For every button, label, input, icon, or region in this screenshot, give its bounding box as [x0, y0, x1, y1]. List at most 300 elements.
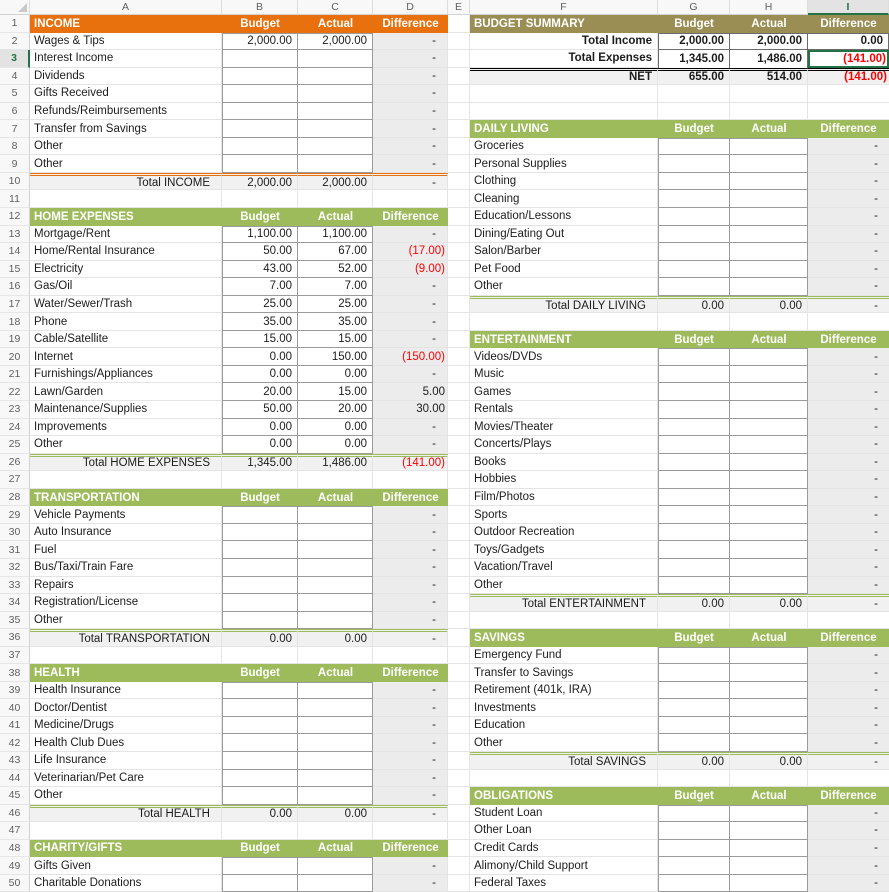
cell-E34[interactable] — [448, 594, 470, 612]
actual-cell-r25[interactable]: 0.00 — [298, 436, 373, 454]
total-actual-daily-living[interactable]: 0.00 — [730, 296, 808, 314]
budget-cell-r24[interactable] — [658, 419, 730, 437]
difference-cell-r50[interactable]: - — [373, 875, 448, 892]
actual-cell-r28[interactable] — [730, 489, 808, 507]
difference-cell-r33[interactable]: - — [373, 577, 448, 595]
cell-G6[interactable] — [658, 103, 730, 121]
item-label-videos-dvds-r20[interactable]: Videos/DVDs — [470, 348, 658, 366]
item-label-groceries-r8[interactable]: Groceries — [470, 138, 658, 156]
row-header-15[interactable]: 15 — [0, 261, 30, 279]
actual-cell-r21[interactable]: 0.00 — [298, 366, 373, 384]
item-label-wages-tips-r2[interactable]: Wages & Tips — [30, 33, 222, 51]
difference-cell-r43[interactable]: - — [373, 752, 448, 770]
difference-cell-r47[interactable]: - — [808, 822, 889, 840]
budget-cell-r20[interactable]: 0.00 — [222, 348, 298, 366]
budget-cell-r23[interactable] — [658, 401, 730, 419]
actual-column-header-charity-gifts[interactable]: Actual — [298, 840, 373, 858]
cell-E24[interactable] — [448, 419, 470, 437]
actual-cell-r49[interactable] — [298, 857, 373, 875]
summary-actual-total-income[interactable]: 2,000.00 — [730, 33, 808, 51]
row-header-3[interactable]: 3 — [0, 50, 30, 68]
budget-cell-r15[interactable]: 43.00 — [222, 261, 298, 279]
budget-cell-r9[interactable] — [658, 155, 730, 173]
net-actual[interactable]: 514.00 — [730, 68, 808, 86]
summary-budget-total-income[interactable]: 2,000.00 — [658, 33, 730, 51]
budget-cell-r42[interactable] — [222, 734, 298, 752]
difference-cell-r7[interactable]: - — [373, 120, 448, 138]
cell-E32[interactable] — [448, 559, 470, 577]
budget-cell-r34[interactable] — [222, 594, 298, 612]
section-header-charity-gifts[interactable]: CHARITY/GIFTS — [30, 840, 222, 858]
cell-E8[interactable] — [448, 138, 470, 156]
actual-cell-r41[interactable] — [730, 717, 808, 735]
column-header-I[interactable]: I — [808, 0, 889, 15]
budget-cell-r5[interactable] — [222, 85, 298, 103]
item-label-games-r22[interactable]: Games — [470, 383, 658, 401]
total-label-home-expenses[interactable]: Total HOME EXPENSES — [30, 454, 222, 472]
cell-C37[interactable] — [298, 647, 373, 665]
actual-cell-r43[interactable] — [298, 752, 373, 770]
cell-F44[interactable] — [470, 770, 658, 788]
cell-E19[interactable] — [448, 331, 470, 349]
budget-cell-r40[interactable] — [222, 699, 298, 717]
difference-cell-r38[interactable]: - — [808, 664, 889, 682]
cell-D11[interactable] — [373, 190, 448, 208]
cell-E11[interactable] — [448, 190, 470, 208]
cell-I35[interactable] — [808, 612, 889, 630]
actual-cell-r12[interactable] — [730, 208, 808, 226]
total-actual-health[interactable]: 0.00 — [298, 805, 373, 823]
actual-cell-r20[interactable] — [730, 348, 808, 366]
total-label-health[interactable]: Total HEALTH — [30, 805, 222, 823]
cell-E13[interactable] — [448, 226, 470, 244]
budget-cell-r27[interactable] — [658, 471, 730, 489]
cell-E39[interactable] — [448, 682, 470, 700]
difference-cell-r20[interactable]: - — [808, 348, 889, 366]
budget-cell-r41[interactable] — [658, 717, 730, 735]
actual-cell-r46[interactable] — [730, 805, 808, 823]
cell-H18[interactable] — [730, 313, 808, 331]
item-label-salon-barber-r14[interactable]: Salon/Barber — [470, 243, 658, 261]
budget-cell-r19[interactable]: 15.00 — [222, 331, 298, 349]
difference-cell-r30[interactable]: - — [373, 524, 448, 542]
item-label-dining-eating-out-r13[interactable]: Dining/Eating Out — [470, 226, 658, 244]
row-header-27[interactable]: 27 — [0, 471, 30, 489]
difference-cell-r14[interactable]: (17.00) — [373, 243, 448, 261]
row-header-46[interactable]: 46 — [0, 805, 30, 823]
difference-cell-r48[interactable]: - — [808, 840, 889, 858]
item-label-federal-taxes-r50[interactable]: Federal Taxes — [470, 875, 658, 892]
difference-cell-r8[interactable]: - — [808, 138, 889, 156]
item-label-lawn-garden-r22[interactable]: Lawn/Garden — [30, 383, 222, 401]
budget-cell-r31[interactable] — [658, 541, 730, 559]
cell-E49[interactable] — [448, 857, 470, 875]
difference-cell-r34[interactable]: - — [373, 594, 448, 612]
cell-A47[interactable] — [30, 822, 222, 840]
cell-E17[interactable] — [448, 296, 470, 314]
budget-cell-r4[interactable] — [222, 68, 298, 86]
difference-cell-r27[interactable]: - — [808, 471, 889, 489]
item-label-hobbies-r27[interactable]: Hobbies — [470, 471, 658, 489]
row-header-10[interactable]: 10 — [0, 173, 30, 191]
row-header-32[interactable]: 32 — [0, 559, 30, 577]
cell-E18[interactable] — [448, 313, 470, 331]
row-header-19[interactable]: 19 — [0, 331, 30, 349]
actual-cell-r7[interactable] — [298, 120, 373, 138]
row-header-22[interactable]: 22 — [0, 383, 30, 401]
item-label-auto-insurance-r30[interactable]: Auto Insurance — [30, 524, 222, 542]
cell-E2[interactable] — [448, 33, 470, 51]
budget-cell-r49[interactable] — [222, 857, 298, 875]
difference-cell-r31[interactable]: - — [808, 541, 889, 559]
actual-cell-r37[interactable] — [730, 647, 808, 665]
budget-cell-r13[interactable] — [658, 226, 730, 244]
item-label-transfer-to-savings-r38[interactable]: Transfer to Savings — [470, 664, 658, 682]
total-difference-entertainment[interactable]: - — [808, 594, 889, 612]
item-label-repairs-r33[interactable]: Repairs — [30, 577, 222, 595]
row-header-2[interactable]: 2 — [0, 33, 30, 51]
section-header-health[interactable]: HEALTH — [30, 664, 222, 682]
cell-E27[interactable] — [448, 471, 470, 489]
cell-E15[interactable] — [448, 261, 470, 279]
column-header-G[interactable]: G — [658, 0, 730, 15]
difference-cell-r21[interactable]: - — [373, 366, 448, 384]
actual-cell-r9[interactable] — [730, 155, 808, 173]
difference-cell-r6[interactable]: - — [373, 103, 448, 121]
difference-cell-r26[interactable]: - — [808, 454, 889, 472]
actual-cell-r39[interactable] — [730, 682, 808, 700]
actual-cell-r18[interactable]: 35.00 — [298, 313, 373, 331]
difference-cell-r46[interactable]: - — [808, 805, 889, 823]
budget-cell-r16[interactable] — [658, 278, 730, 296]
actual-cell-r11[interactable] — [730, 190, 808, 208]
difference-cell-r8[interactable]: - — [373, 138, 448, 156]
row-header-36[interactable]: 36 — [0, 629, 30, 647]
row-header-35[interactable]: 35 — [0, 612, 30, 630]
cell-E43[interactable] — [448, 752, 470, 770]
item-label-investments-r40[interactable]: Investments — [470, 699, 658, 717]
item-label-maintenance-supplies-r23[interactable]: Maintenance/Supplies — [30, 401, 222, 419]
budget-cell-r9[interactable] — [222, 155, 298, 173]
item-label-toys-gadgets-r31[interactable]: Toys/Gadgets — [470, 541, 658, 559]
difference-cell-r24[interactable]: - — [808, 419, 889, 437]
total-actual-home-expenses[interactable]: 1,486.00 — [298, 454, 373, 472]
cell-E20[interactable] — [448, 348, 470, 366]
budget-cell-r11[interactable] — [658, 190, 730, 208]
difference-cell-r9[interactable]: - — [808, 155, 889, 173]
total-difference-health[interactable]: - — [373, 805, 448, 823]
column-header-H[interactable]: H — [730, 0, 808, 15]
budget-cell-r26[interactable] — [658, 454, 730, 472]
cell-E30[interactable] — [448, 524, 470, 542]
actual-column-header-entertainment[interactable]: Actual — [730, 331, 808, 349]
total-label-daily-living[interactable]: Total DAILY LIVING — [470, 296, 658, 314]
budget-cell-r3[interactable] — [222, 50, 298, 68]
summary-actual-total-expenses[interactable]: 1,486.00 — [730, 50, 808, 68]
cell-E25[interactable] — [448, 436, 470, 454]
difference-cell-r9[interactable]: - — [373, 155, 448, 173]
item-label-health-club-dues-r42[interactable]: Health Club Dues — [30, 734, 222, 752]
row-header-50[interactable]: 50 — [0, 875, 30, 892]
item-label-retirement-401k-ira-r39[interactable]: Retirement (401k, IRA) — [470, 682, 658, 700]
cell-C11[interactable] — [298, 190, 373, 208]
difference-cell-r29[interactable]: - — [808, 506, 889, 524]
item-label-emergency-fund-r37[interactable]: Emergency Fund — [470, 647, 658, 665]
item-label-pet-food-r15[interactable]: Pet Food — [470, 261, 658, 279]
difference-cell-r12[interactable]: - — [808, 208, 889, 226]
cell-C27[interactable] — [298, 471, 373, 489]
cell-D27[interactable] — [373, 471, 448, 489]
item-label-water-sewer-trash-r17[interactable]: Water/Sewer/Trash — [30, 296, 222, 314]
cell-E22[interactable] — [448, 383, 470, 401]
budget-cell-r32[interactable] — [658, 559, 730, 577]
section-header-obligations[interactable]: OBLIGATIONS — [470, 787, 658, 805]
section-header-savings[interactable]: SAVINGS — [470, 629, 658, 647]
actual-cell-r19[interactable]: 15.00 — [298, 331, 373, 349]
item-label-cleaning-r11[interactable]: Cleaning — [470, 190, 658, 208]
budget-cell-r24[interactable]: 0.00 — [222, 419, 298, 437]
item-label-phone-r18[interactable]: Phone — [30, 313, 222, 331]
difference-cell-r31[interactable]: - — [373, 541, 448, 559]
summary-difference-total-income[interactable]: 0.00 — [808, 33, 889, 51]
actual-cell-r31[interactable] — [298, 541, 373, 559]
difference-cell-r42[interactable]: - — [373, 734, 448, 752]
cell-B11[interactable] — [222, 190, 298, 208]
row-header-16[interactable]: 16 — [0, 278, 30, 296]
actual-column-header-transportation[interactable]: Actual — [298, 489, 373, 507]
row-header-39[interactable]: 39 — [0, 682, 30, 700]
difference-cell-r32[interactable]: - — [808, 559, 889, 577]
difference-cell-r13[interactable]: - — [808, 226, 889, 244]
total-budget-income[interactable]: 2,000.00 — [222, 173, 298, 191]
cell-E42[interactable] — [448, 734, 470, 752]
budget-column-header-income[interactable]: Budget — [222, 15, 298, 33]
difference-cell-r29[interactable]: - — [373, 506, 448, 524]
actual-cell-r30[interactable] — [298, 524, 373, 542]
total-budget-savings[interactable]: 0.00 — [658, 752, 730, 770]
difference-column-header-health[interactable]: Difference — [373, 664, 448, 682]
item-label-doctor-dentist-r40[interactable]: Doctor/Dentist — [30, 699, 222, 717]
item-label-film-photos-r28[interactable]: Film/Photos — [470, 489, 658, 507]
actual-cell-r38[interactable] — [730, 664, 808, 682]
budget-cell-r12[interactable] — [658, 208, 730, 226]
item-label-electricity-r15[interactable]: Electricity — [30, 261, 222, 279]
cell-C47[interactable] — [298, 822, 373, 840]
cell-E50[interactable] — [448, 875, 470, 892]
row-header-38[interactable]: 38 — [0, 664, 30, 682]
cell-E16[interactable] — [448, 278, 470, 296]
difference-cell-r5[interactable]: - — [373, 85, 448, 103]
actual-cell-r8[interactable] — [730, 138, 808, 156]
cell-E31[interactable] — [448, 541, 470, 559]
actual-column-header-income[interactable]: Actual — [298, 15, 373, 33]
net-budget[interactable]: 655.00 — [658, 68, 730, 86]
total-budget-health[interactable]: 0.00 — [222, 805, 298, 823]
difference-cell-r13[interactable]: - — [373, 226, 448, 244]
row-header-34[interactable]: 34 — [0, 594, 30, 612]
budget-column-header-budget-summary[interactable]: Budget — [658, 15, 730, 33]
budget-column-header-savings[interactable]: Budget — [658, 629, 730, 647]
budget-cell-r38[interactable] — [658, 664, 730, 682]
total-difference-daily-living[interactable]: - — [808, 296, 889, 314]
difference-cell-r16[interactable]: - — [808, 278, 889, 296]
row-header-40[interactable]: 40 — [0, 699, 30, 717]
cell-E28[interactable] — [448, 489, 470, 507]
summary-label-total-income[interactable]: Total Income — [470, 33, 658, 51]
budget-cell-r15[interactable] — [658, 261, 730, 279]
budget-cell-r29[interactable] — [222, 506, 298, 524]
actual-cell-r41[interactable] — [298, 717, 373, 735]
cell-I6[interactable] — [808, 103, 889, 121]
cell-A11[interactable] — [30, 190, 222, 208]
row-header-14[interactable]: 14 — [0, 243, 30, 261]
difference-column-header-daily-living[interactable]: Difference — [808, 120, 889, 138]
difference-column-header-entertainment[interactable]: Difference — [808, 331, 889, 349]
item-label-charitable-donations-r50[interactable]: Charitable Donations — [30, 875, 222, 892]
budget-cell-r18[interactable]: 35.00 — [222, 313, 298, 331]
row-header-26[interactable]: 26 — [0, 454, 30, 472]
item-label-home-rental-insurance-r14[interactable]: Home/Rental Insurance — [30, 243, 222, 261]
column-header-C[interactable]: C — [298, 0, 373, 15]
row-header-44[interactable]: 44 — [0, 770, 30, 788]
actual-cell-r23[interactable]: 20.00 — [298, 401, 373, 419]
row-header-30[interactable]: 30 — [0, 524, 30, 542]
budget-cell-r7[interactable] — [222, 120, 298, 138]
budget-cell-r21[interactable]: 0.00 — [222, 366, 298, 384]
item-label-other-r25[interactable]: Other — [30, 436, 222, 454]
cell-H35[interactable] — [730, 612, 808, 630]
actual-cell-r30[interactable] — [730, 524, 808, 542]
budget-cell-r25[interactable] — [658, 436, 730, 454]
row-header-37[interactable]: 37 — [0, 647, 30, 665]
row-header-1[interactable]: 1 — [0, 15, 30, 33]
actual-cell-r45[interactable] — [298, 787, 373, 805]
actual-cell-r16[interactable]: 7.00 — [298, 278, 373, 296]
budget-cell-r25[interactable]: 0.00 — [222, 436, 298, 454]
cell-E10[interactable] — [448, 173, 470, 191]
cell-E23[interactable] — [448, 401, 470, 419]
actual-cell-r4[interactable] — [298, 68, 373, 86]
total-label-transportation[interactable]: Total TRANSPORTATION — [30, 629, 222, 647]
difference-column-header-budget-summary[interactable]: Difference — [808, 15, 889, 33]
actual-cell-r50[interactable] — [730, 875, 808, 892]
total-difference-home-expenses[interactable]: (141.00) — [373, 454, 448, 472]
actual-cell-r9[interactable] — [298, 155, 373, 173]
item-label-medicine-drugs-r41[interactable]: Medicine/Drugs — [30, 717, 222, 735]
actual-cell-r39[interactable] — [298, 682, 373, 700]
item-label-mortgage-rent-r13[interactable]: Mortgage/Rent — [30, 226, 222, 244]
item-label-other-r33[interactable]: Other — [470, 577, 658, 595]
actual-cell-r22[interactable]: 15.00 — [298, 383, 373, 401]
difference-cell-r50[interactable]: - — [808, 875, 889, 892]
total-actual-transportation[interactable]: 0.00 — [298, 629, 373, 647]
row-header-5[interactable]: 5 — [0, 85, 30, 103]
budget-cell-r39[interactable] — [222, 682, 298, 700]
row-header-33[interactable]: 33 — [0, 577, 30, 595]
difference-cell-r16[interactable]: - — [373, 278, 448, 296]
item-label-music-r21[interactable]: Music — [470, 366, 658, 384]
actual-cell-r25[interactable] — [730, 436, 808, 454]
difference-cell-r18[interactable]: - — [373, 313, 448, 331]
budget-cell-r32[interactable] — [222, 559, 298, 577]
row-header-21[interactable]: 21 — [0, 366, 30, 384]
row-header-49[interactable]: 49 — [0, 857, 30, 875]
cell-E26[interactable] — [448, 454, 470, 472]
item-label-education-lessons-r12[interactable]: Education/Lessons — [470, 208, 658, 226]
actual-cell-r26[interactable] — [730, 454, 808, 472]
difference-cell-r19[interactable]: - — [373, 331, 448, 349]
budget-cell-r41[interactable] — [222, 717, 298, 735]
difference-cell-r42[interactable]: - — [808, 734, 889, 752]
actual-cell-r42[interactable] — [730, 734, 808, 752]
item-label-life-insurance-r43[interactable]: Life Insurance — [30, 752, 222, 770]
actual-cell-r48[interactable] — [730, 840, 808, 858]
actual-cell-r24[interactable]: 0.00 — [298, 419, 373, 437]
cell-F5[interactable] — [470, 85, 658, 103]
row-header-9[interactable]: 9 — [0, 155, 30, 173]
actual-cell-r34[interactable] — [298, 594, 373, 612]
budget-cell-r50[interactable] — [222, 875, 298, 892]
cell-D47[interactable] — [373, 822, 448, 840]
item-label-refunds-reimbursements-r6[interactable]: Refunds/Reimbursements — [30, 103, 222, 121]
cell-E45[interactable] — [448, 787, 470, 805]
item-label-other-r16[interactable]: Other — [470, 278, 658, 296]
difference-cell-r15[interactable]: - — [808, 261, 889, 279]
cell-I18[interactable] — [808, 313, 889, 331]
actual-cell-r32[interactable] — [298, 559, 373, 577]
item-label-gifts-received-r5[interactable]: Gifts Received — [30, 85, 222, 103]
difference-cell-r22[interactable]: 5.00 — [373, 383, 448, 401]
difference-column-header-home-expenses[interactable]: Difference — [373, 208, 448, 226]
budget-cell-r31[interactable] — [222, 541, 298, 559]
cell-E1[interactable] — [448, 15, 470, 33]
cell-E9[interactable] — [448, 155, 470, 173]
section-header-income[interactable]: INCOME — [30, 15, 222, 33]
cell-E37[interactable] — [448, 647, 470, 665]
budget-column-header-home-expenses[interactable]: Budget — [222, 208, 298, 226]
row-header-20[interactable]: 20 — [0, 348, 30, 366]
difference-cell-r14[interactable]: - — [808, 243, 889, 261]
actual-cell-r2[interactable]: 2,000.00 — [298, 33, 373, 51]
cell-B37[interactable] — [222, 647, 298, 665]
cell-E44[interactable] — [448, 770, 470, 788]
item-label-transfer-from-savings-r7[interactable]: Transfer from Savings — [30, 120, 222, 138]
budget-cell-r47[interactable] — [658, 822, 730, 840]
cell-E47[interactable] — [448, 822, 470, 840]
actual-cell-r29[interactable] — [298, 506, 373, 524]
item-label-outdoor-recreation-r30[interactable]: Outdoor Recreation — [470, 524, 658, 542]
difference-cell-r23[interactable]: - — [808, 401, 889, 419]
budget-cell-r17[interactable]: 25.00 — [222, 296, 298, 314]
section-header-daily-living[interactable]: DAILY LIVING — [470, 120, 658, 138]
row-header-17[interactable]: 17 — [0, 296, 30, 314]
summary-label-total-expenses[interactable]: Total Expenses — [470, 50, 658, 68]
item-label-clothing-r10[interactable]: Clothing — [470, 173, 658, 191]
actual-cell-r24[interactable] — [730, 419, 808, 437]
actual-cell-r33[interactable] — [298, 577, 373, 595]
summary-budget-total-expenses[interactable]: 1,345.00 — [658, 50, 730, 68]
budget-column-header-daily-living[interactable]: Budget — [658, 120, 730, 138]
difference-cell-r45[interactable]: - — [373, 787, 448, 805]
item-label-dividends-r4[interactable]: Dividends — [30, 68, 222, 86]
item-label-gifts-given-r49[interactable]: Gifts Given — [30, 857, 222, 875]
actual-cell-r13[interactable] — [730, 226, 808, 244]
budget-cell-r8[interactable] — [222, 138, 298, 156]
item-label-furnishings-appliances-r21[interactable]: Furnishings/Appliances — [30, 366, 222, 384]
budget-cell-r8[interactable] — [658, 138, 730, 156]
budget-column-header-transportation[interactable]: Budget — [222, 489, 298, 507]
item-label-interest-income-r3[interactable]: Interest Income — [30, 50, 222, 68]
